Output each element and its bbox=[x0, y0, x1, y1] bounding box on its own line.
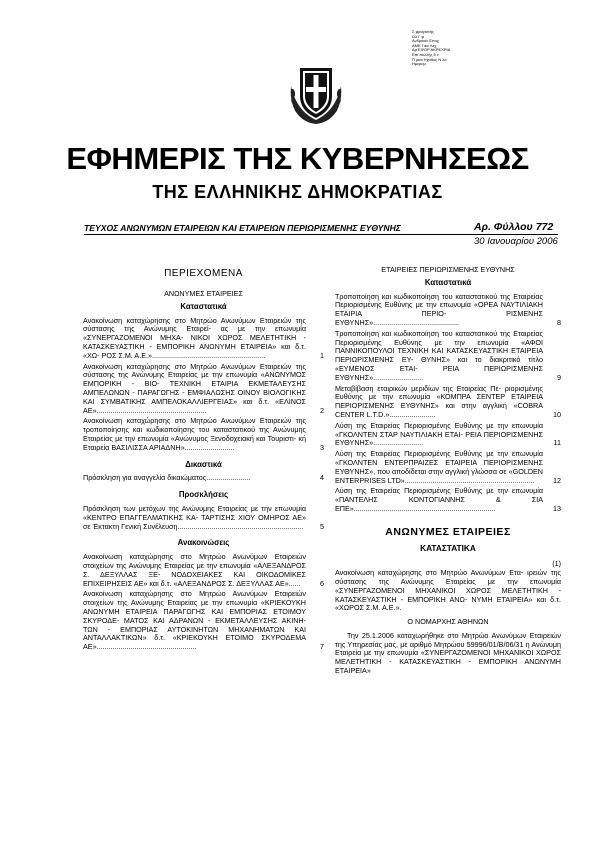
page-number: 7 bbox=[320, 642, 324, 652]
imprint-line: ΑΜΕ Γικο Λεχ bbox=[412, 42, 437, 48]
contents-entry[interactable] bbox=[335, 422, 561, 448]
contents-entry-text: Πρόσκληση των μετόχων της Ανώνυμης Εταιρείας με την επωνυμία «ΚΕΝΤΡΟ ΕΠΑΓΓΕΛΜΑΤΙΚΗΣ ΚΑ- ΤΑΡΤΙΣΗΣ ΧΙΟΥ ΟΜΗΡΟΣ ΑΕ» σε Έκτακτη Γενική Συνέλευση............................................................... bbox=[83, 503, 306, 531]
imprint-line: Επι πολλής 5 ν bbox=[412, 51, 439, 57]
contents-entry[interactable] bbox=[83, 317, 324, 361]
gazette-title: ΕΦΗΜΕΡΙΣ ΤΗΣ ΚΥΒΕΡΝΗΣΕΩΣ bbox=[66, 141, 529, 176]
category-heading-invitations: Προσκλήσεις bbox=[178, 490, 229, 500]
item-number: (1) bbox=[552, 559, 561, 569]
contents-entry-text: Ανακοίνωση καταχώρησης στο Μητρώο Ανωνύμων Εταιρειών στοιχείων της Ανώνυμης Εταιρείας με την επωνυμία «ΑΛΕΞΑΝΔΡΟΣ Σ. ΔΕΞΥΛΛΑΣ ΞΕ- ΝΟΔΟΧΕΙΑΚΕΣ ΚΑΙ ΟΙΚΟΔΟΜΙΚΕΣ ΕΠΙΧΕΙΡΗΣΕΙΣ ΑΕ» και δ.τ. «ΑΛΕΞΑΝΔΡΟΣ Σ. ΔΕΞΥΛΛΑΣ ΑΕ»...... bbox=[83, 552, 306, 588]
contents-entry[interactable] bbox=[83, 474, 324, 483]
page-number: 1 bbox=[320, 350, 324, 360]
page-number: 5 bbox=[320, 521, 324, 531]
category-heading-statutes: Καταστατικά bbox=[424, 277, 472, 287]
contents-entry[interactable] bbox=[83, 417, 324, 452]
page-number: 4 bbox=[320, 473, 324, 483]
issue-date: 30 Ιανουαρίου 2006 bbox=[474, 236, 558, 247]
body-paragraph: Την 25.1.2006 καταχωρήθηκε στο Μητρώο Ανωνύμων Εταιρειών της Υπηρεσίας μας, με αριθμό Μητρώου 59996/01/Β/06/31 η Ανώνυμη Εταιρεία με την επωνυμία «ΣΥΝΕΡΓΑΖΟΜΕΝΟΙ ΜΗΧΑΝΙΚΟΙ ΧΩΡΟΣ ΜΕΛΕΤΗΤΙΚΗ - ΚΑΤΑΣΚΕΥΑΣΤΙΚΗ - ΕΜΠΟΡΙΚΗ ΑΝΩΝΥΜΗ ΕΤΑΙΡΕΙΑ» bbox=[335, 630, 561, 676]
contents-entry[interactable] bbox=[83, 553, 324, 588]
contents-entry-text: Τροποποίηση και κωδικοποίηση του καταστατικού της Εταιρείας Περιορισμένης Ευθύνης με την επωνυμία «ΟΡΕΑ ΝΑΥΤΙΛΙΑΚΗ ΕΤΑΙΡΙΑ ΠΕΡΙΟ- ΡΙΣΜΕΝΗΣ ΕΥΘΥΝΗΣ»........................................... bbox=[335, 291, 543, 327]
page-number: 2 bbox=[320, 405, 324, 415]
contents-entry-text: Πρόσκληση για αναγγελία δικαιώματος...................... bbox=[83, 473, 251, 483]
page-number: 6 bbox=[320, 578, 324, 588]
contents-entry[interactable] bbox=[335, 487, 561, 513]
contents-entry[interactable] bbox=[83, 363, 324, 416]
imprint-line: Ημερομ bbox=[412, 61, 426, 67]
contents-left-column bbox=[83, 266, 324, 654]
contents-entry[interactable] bbox=[83, 590, 324, 652]
category-heading-announcements: Ανακοινώσεις bbox=[177, 538, 230, 548]
contents-entry-text: Ανακοίνωση καταχώρησης στο Μητρώο Ανωνύμων Εταιρειών της τροποποίησης και κωδικοποίησης του καταστατικού της Ανώνυμης Εταιρείας με την επωνυμία «Ανώνυμος Ξενοδοχειακή και Τουριστι- κή Εταιρεία ΒΑΣΙΛΙΣΣΑ ΑΡΙΑΔΝΗ»......................... bbox=[83, 416, 306, 452]
contents-entry-text: Ανακοίνωση καταχώρησης στο Μητρώο Ανωνύμων Εταιρειών στοιχείων της Ανώνυμης Εταιρείας με την επωνυμία «ΚΡΙΕΚΟΥΚΗ ΑΝΩΝΥΜΗ ΕΤΑΙΡΕΙΑ ΠΑΡΑΓΩΓΗΣ ΚΑΙ ΕΜΠΟΡΙΑΣ ΕΤΟΙΜΟΥ ΣΚΥΡΟΔΕ- ΜΑΤΟΣ ΚΑΙ ΑΔΡΑΝΩΝ - ΕΚΜΕΤΑΛΛΕΥΣΗΣ ΑΚΙΝΗ- ΤΩΝ - ΕΜΠΟΡΙΑΣ ΑΥΤΟΚΙΝΗΤΩΝ ΜΗΧΑΝΗΜΑΤΩΝ ΚΑΙ ΑΝΤΑΛΛΑΚΤΙΚΩΝ» δ.τ. «ΚΡΙΕΚΟΥΚΗ ΕΤΟΙΜΟ ΣΚΥΡΟΔΕΜΑ ΑΕ».................................................. bbox=[83, 589, 306, 652]
contents-entry[interactable] bbox=[335, 330, 561, 383]
body-subheading: ΚΑΤΑΣΤΑΤΙΚΑ bbox=[420, 542, 476, 553]
category-heading-statutes: Καταστατικά bbox=[180, 301, 227, 311]
category-heading-judicial: Δικαστικά bbox=[185, 459, 222, 469]
page-number: 9 bbox=[557, 372, 561, 382]
issuer-line: Ο ΝΟΜΑΡΧΗΣ ΑΘΗΝΩΝ bbox=[407, 617, 489, 627]
contents-heading: ΠΕΡΙΕΧΟΜΕΝΑ bbox=[164, 268, 243, 279]
imprint-line: Ιλλ Γ φ bbox=[412, 33, 425, 39]
contents-entry-text: Λύση της Εταιρείας Περιορισμένης Ευθύνης με την επωνυμία «ΓΚΟΛΝΤΕΝ ΣΤΑΡ ΝΑΥΤΙΛΙΑΚΗ ΕΤΑΙ- ΡΕΙΑ ΠΕΡΙΟΡΙΣΜΕΝΗΣ ΕΥΘΥΝΗΣ»......................... bbox=[335, 420, 543, 448]
contents-entry-text: Ανακοίνωση καταχώρησης στο Μητρώο Ανωνύμων Εταιρειών της σύστασης της Ανώνυμης Εταιρεί- ας με την επωνυμία «ΣΥΝΕΡΓΑΖΟΜΕΝΟΙ ΜΗΧΑ- ΝΙΚΟΙ ΧΩΡΟΣ ΜΕΛΕΤΗΤΙΚΗ - ΚΑΤΑΣΚΕΥΑΣΤΙΚΗ - ΕΜΠΟΡΙΚΗ ΑΝΩΝΥΜΗ ΕΤΑΙΡΕΙΑ» και δ.τ. «ΧΩ- ΡΟΣ Σ.Μ. Α.Ε.»......................................................... bbox=[83, 315, 306, 360]
body-paragraph: Ανακοίνωση καταχώρησης στο Μητρώο Ανωνύμων Ετα- ιρειών της σύστασης της Ανώνυμης Εταιρείας με την επωνυμία «ΣΥΝΕΡΓΑΖΟΜΕΝΟΙ ΜΗΧΑΝΙΚΟΙ ΧΩΡΟΣ ΜΕΛΕΤΗΤΙΚΗ - ΚΑΤΑΣΚΕΥΑΣΤΙΚΗ - ΕΜΠΟΡΙΚΗ ΑΝΩ- ΝΥΜΗ ΕΤΑΙΡΕΙΑ» και δ.τ. «ΧΩΡΟΣ Σ.Μ. Α.Ε.». bbox=[335, 568, 561, 613]
page-number: 3 bbox=[320, 442, 324, 452]
contents-entry-text: Μεταβίβαση εταιρικών μεριδίων της Εταιρείας Πε- ριορισμένης Ευθύνης με την επωνυμία «ΚΟΜΠΡΑ ΣΕΝΤΕΡ ΕΤΑΙΡΕΙΑ ΠΕΡΙΟΡΙΣΜΕΝΗΣ ΕΥΘΥΝΗΣ» και στην αγγλική «COBRA CENTER L.T.D.»....................... bbox=[335, 383, 543, 419]
coat-of-arms-emblem bbox=[285, 62, 347, 128]
section-heading-ae: ΑΝΩΝΥΜΕΣ ΕΤΑΙΡΕΙΕΣ bbox=[164, 289, 243, 298]
imprint-line: Ανδρικόν Εποχ bbox=[412, 38, 439, 44]
contents-entry[interactable] bbox=[335, 385, 561, 420]
page-number: 12 bbox=[553, 475, 561, 485]
header-rule bbox=[84, 234, 558, 235]
page-number: 11 bbox=[553, 438, 561, 448]
contents-right-column bbox=[335, 266, 561, 681]
page-number: 8 bbox=[557, 317, 561, 327]
contents-entry[interactable] bbox=[335, 293, 561, 328]
page-number: 13 bbox=[553, 503, 561, 513]
imprint-line: Σ φραγιστής bbox=[412, 29, 434, 34]
contents-entry-text: Τροποποίηση και κωδικοποίηση του καταστατικού της Εταιρείας Περιορισμένης Ευθύνης με την επωνυμία «ΑΦΟΙ ΠΑΝΝΙΚΟΠΟΥΛΟΙ ΤΕΧΝΙΚΗ ΚΑΙ ΚΑΤΑΣΚΕΥΑΣΤΙΚΗ ΕΤΑΙΡΕΙΑ ΠΕΡΙΩΡΙΣΜΕΝΗΣ ΕΥ- ΘΥΝΗΣ» και το διακριτικό τίτλο «ΕΥΜΕΝΟΣ ΕΤΑΙ- ΡΕΙΑ ΠΕΡΙΩΡΙΣΜΕΝΗΣ ΕΥΘΥΝΗΣ»......................... bbox=[335, 328, 543, 382]
page-number: 10 bbox=[553, 409, 561, 419]
contents-entry[interactable] bbox=[335, 450, 561, 485]
contents-entry[interactable] bbox=[83, 505, 324, 531]
section-heading-epe: ΕΤΑΙΡΕΙΕΣ ΠΕΡΙΩΡΙΣΜΕΝΗΣ ΕΥΘΥΝΗΣ bbox=[381, 265, 515, 274]
imprint-line: Π ρκα Ηχαθος Ν λο bbox=[412, 56, 447, 62]
sheet-number: Αρ. Φύλλου 772 bbox=[474, 221, 554, 233]
gazette-subtitle: ΤΗΣ ΕΛΛΗΝΙΚΗΣ ΔΗΜΟΚΡΑΤΙΑΣ bbox=[152, 182, 443, 202]
contents-entry-text: Λύση της Εταιρείας Περιορισμένης Ευθύνης με την επωνυμία «ΓΚΟΛΝΤΕΝ ΕΝΤΕΡΠΡΑΙΖΕΣ ΕΤΑΙΡΕΙΑ ΠΕΡΙΟΡΙΣΜΕΝΗΣ ΕΥΘΥΝΗΣ», που αποδίδεται στην αγγλική γλώσσα σε «GOLDEN ENTERPRISES LTD»................................................................. bbox=[335, 449, 543, 485]
issue-type: ΤΕΥΧΟΣ ΑΝΩΝΥΜΩΝ ΕΤΑΙΡΕΙΩΝ ΚΑΙ ΕΤΑΙΡΕΙΩΝ ΠΕΡΙΩΡΙΣΜΕΝΗΣ ΕΥΘΥΝΗΣ bbox=[84, 223, 401, 233]
contents-entry-text: Ανακοίνωση καταχώρησης στο Μητρώο Ανωνύμων Εταιρειών της σύστασης της Ανώνυμης Εταιρείας με την επωνυμία «ΑΝΩΝΥΜΟΣ ΕΜΠΟΡΙΚΗ - ΒΙΟ- ΤΕΧΝΙΚΗ ΕΤΑΙΡΙΑ ΕΚΜΕΤΑΛΕΥΣΗΣ ΑΜΠΕΛΩΝΩΝ - ΠΑΡΑΓΩΓΗΣ - ΕΜΦΙΑΛΩΣΗΣ ΟΙΝΟΥ ΒΙΟΛΟΓΙΚΗΣ ΚΑΙ ΣΥΜΒΑΤΙΚΗΣ ΑΜΠΕΛΟΚΑΛΛΙΕΡΓΕΙΑΣ» και δ.τ. «ΕΛΙΝΟΣ ΑΕ»....................................................... bbox=[83, 361, 306, 415]
imprint-line: Αρ ΕΦΟΡ ΑΚΡΕΧΡΙΑ bbox=[412, 47, 451, 53]
body-section-heading: ΑΝΩΝΥΜΕΣ ΕΤΑΙΡΕΙΕΣ bbox=[385, 525, 511, 538]
imprint-block bbox=[412, 30, 492, 67]
contents-entry-text: Λύση της Εταιρείας Περιορισμένης Ευθύνης με την επωνυμία «ΠΑΝΤΕΛΗΣ ΚΟΝΤΟΓΙΑΝΝΗΣ & ΣΙΑ ΕΠΕ»....................................................................... bbox=[335, 486, 543, 513]
